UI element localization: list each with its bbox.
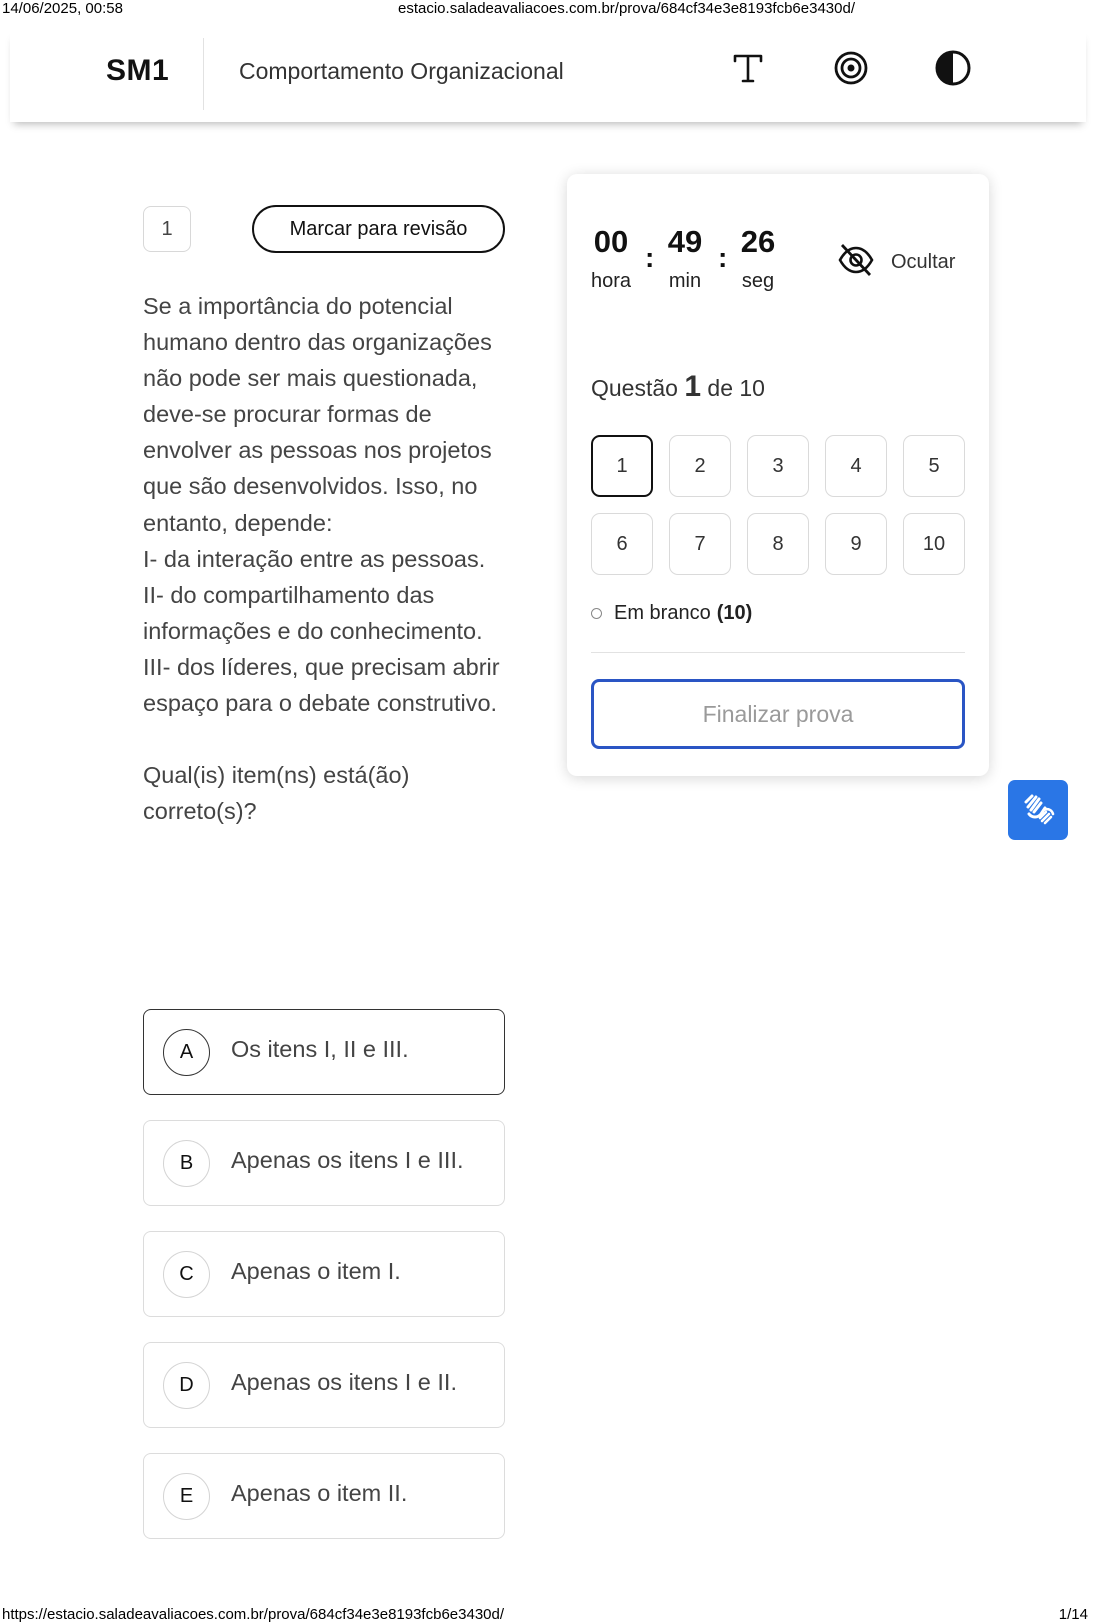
hide-timer-label: Ocultar	[891, 250, 956, 273]
target-icon[interactable]	[831, 48, 871, 88]
timer-hours-value: 00	[593, 224, 629, 259]
timer-minutes-value: 49	[667, 224, 703, 259]
hide-timer-button[interactable]	[837, 242, 955, 282]
print-page-number: 1/14	[1058, 1606, 1088, 1623]
timer-hours	[589, 224, 633, 293]
blank-dot-icon	[591, 608, 602, 619]
option-d[interactable]	[143, 1342, 505, 1428]
print-footer-url: https://estacio.saladeavaliacoes.com.br/prova/684cf34e3e8193fcb6e3430d/	[2, 1606, 505, 1623]
timer-seconds-label: seg	[741, 270, 775, 292]
blank-label: Em branco	[614, 602, 711, 624]
brand-logo: SM1	[106, 54, 170, 87]
sign-language-icon	[1018, 788, 1058, 833]
question-nav-button[interactable]: 3	[747, 435, 809, 497]
blank-status	[591, 602, 752, 625]
option-text: Apenas os itens I e II.	[231, 1369, 457, 1395]
print-header	[0, 0, 1094, 18]
top-bar	[10, 30, 1086, 122]
course-title: Comportamento Organizacional	[239, 58, 564, 84]
question-nav-button[interactable]: 6	[591, 513, 653, 575]
contrast-icon[interactable]	[933, 48, 973, 88]
option-letter: E	[163, 1473, 210, 1520]
sign-language-button[interactable]	[1008, 780, 1068, 840]
question-nav-button[interactable]: 10	[903, 513, 965, 575]
option-text: Apenas os itens I e III.	[231, 1147, 464, 1173]
question-nav-button[interactable]: 5	[903, 435, 965, 497]
option-text: Os itens I, II e III.	[231, 1036, 409, 1062]
question-text: Se a importância do potencial humano dentro das organizações não pode ser mais questionada, deve-se procurar formas de envolver as pessoas nos projetos que são desenvolvidos. Isso, no entanto, depende: I- da interação entre as pessoas. II- do compartilhamento das informações e do conhecimento. III- dos líderes, que precisam abrir espaço para o debate construtivo. Qual(is) item(ns) está(ão) correto(s)?	[143, 293, 500, 825]
timer-separator: :	[645, 242, 655, 273]
question-nav-button[interactable]: 9	[825, 513, 887, 575]
blank-count: (10)	[716, 602, 753, 624]
progress-current: 1	[684, 370, 702, 403]
question-nav-button[interactable]: 7	[669, 513, 731, 575]
option-letter: D	[163, 1362, 210, 1409]
option-letter: B	[163, 1140, 210, 1187]
timer-minutes-label: min	[668, 270, 702, 292]
print-header-url: estacio.saladeavaliacoes.com.br/prova/684cf34e3e8193fcb6e3430d/	[398, 0, 855, 17]
option-text: Apenas o item I.	[231, 1258, 401, 1284]
question-nav-button[interactable]: 8	[747, 513, 809, 575]
timer-hours-label: hora	[590, 270, 632, 292]
timer-seconds-value: 26	[740, 224, 776, 259]
question-nav-button[interactable]: 2	[669, 435, 731, 497]
option-c[interactable]	[143, 1231, 505, 1317]
font-size-icon[interactable]	[728, 48, 768, 88]
option-b[interactable]	[143, 1120, 505, 1206]
option-e[interactable]	[143, 1453, 505, 1539]
option-letter: A	[163, 1029, 210, 1076]
print-footer	[0, 1605, 1094, 1623]
option-letter: C	[163, 1251, 210, 1298]
finish-exam-button[interactable]: Finalizar prova	[591, 679, 965, 749]
panel-divider	[591, 652, 965, 653]
print-datetime: 14/06/2025, 00:58	[2, 0, 123, 17]
mark-for-review-button[interactable]: Marcar para revisão	[252, 205, 505, 253]
question-nav-button[interactable]: 1	[591, 435, 653, 497]
timer-minutes	[663, 224, 707, 293]
question-nav-button[interactable]: 4	[825, 435, 887, 497]
header-divider	[203, 38, 204, 110]
progress-prefix: Questão	[591, 375, 678, 401]
timer-seconds	[736, 224, 780, 293]
progress-suffix: de 10	[707, 375, 765, 401]
question-number: 1	[143, 206, 191, 252]
option-a[interactable]	[143, 1009, 505, 1095]
eye-off-icon	[837, 243, 875, 282]
timer-separator: :	[718, 242, 728, 273]
option-text: Apenas o item II.	[231, 1480, 408, 1506]
question-progress	[591, 370, 765, 404]
exam-panel	[567, 174, 989, 776]
